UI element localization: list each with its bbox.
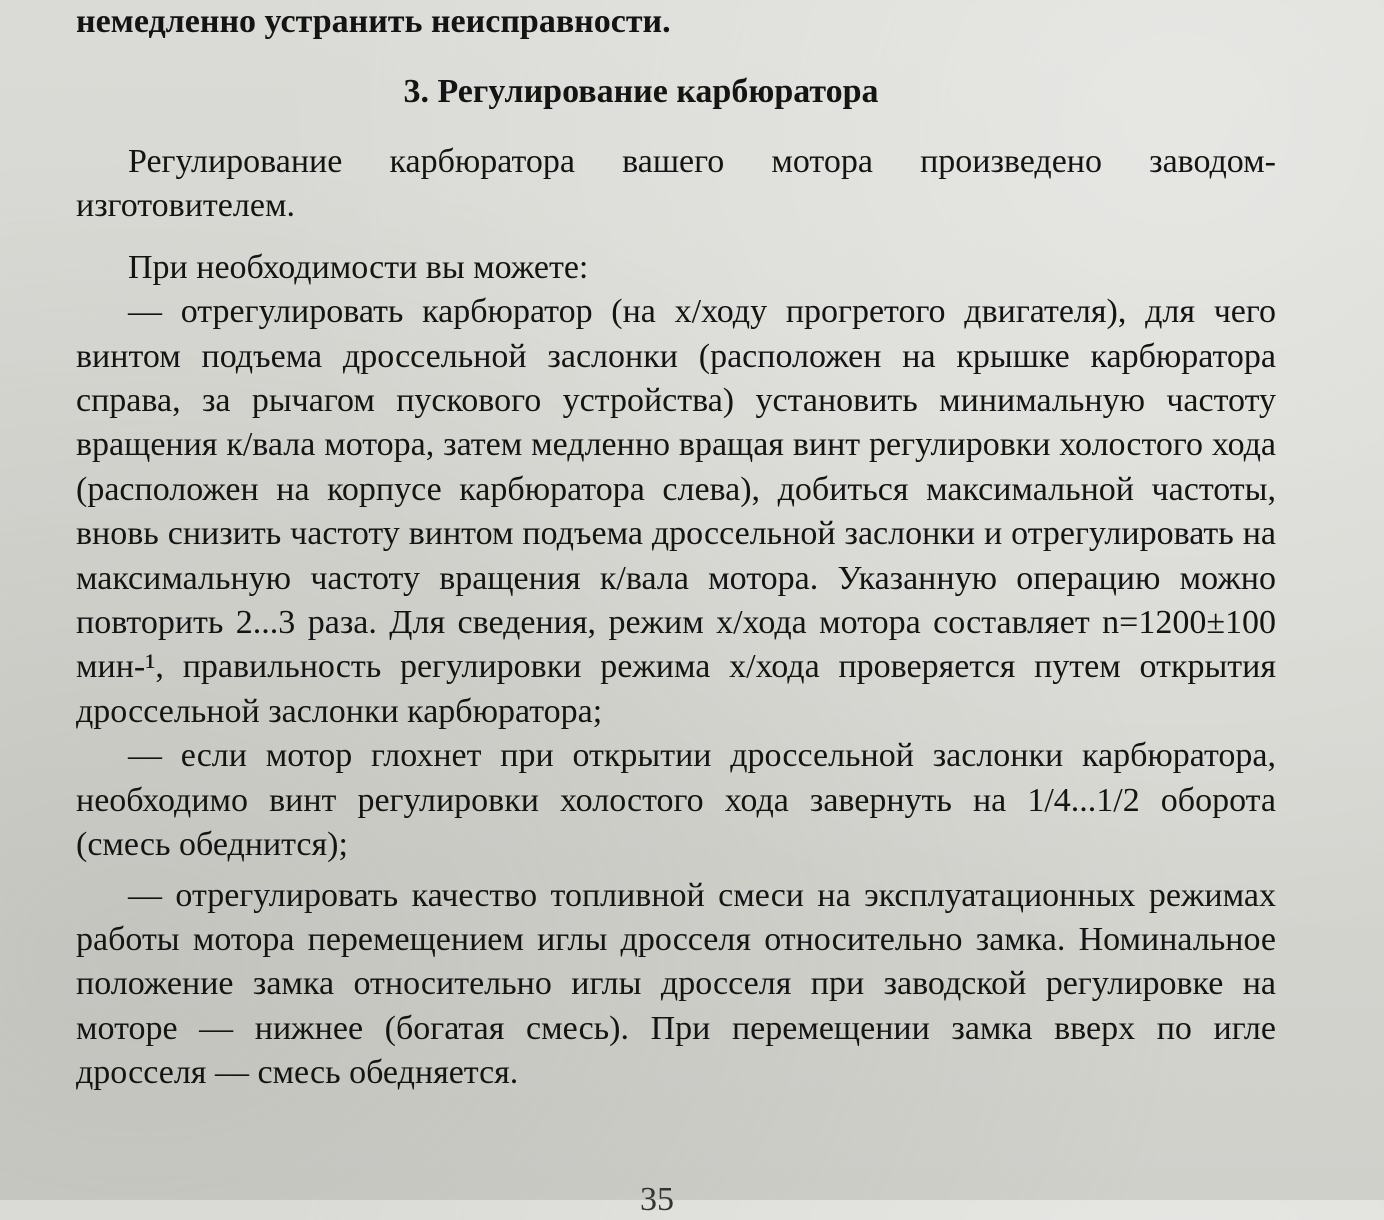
paragraph: — отрегулировать карбюратор (на х/ходу прогретого двигателя), для чего винтом подъема дроссельной заслонки (расположен на крышке карбюратора справа, за рычагом пускового устройства) установить минимальную частоту вращения к/вала мотора, затем медленно вращая винт регулировки холостого хода (расположен на корпусе карбюратора слева), добиться максимальной частоты, вновь снизить частоту винтом подъема дроссельной заслонки и отрегулировать на максимальную частоту вращения к/вала мотора. Указанную операцию можно повторить 2...3 раза. Для сведения, режим х/хода мотора составляет n=1200±100 мин-¹, правильность регулировки режима х/хода проверяется путем открытия дроссельной заслонки карбюратора; <box>76 293 1276 730</box>
section-heading: 3. Регулирование карбюратора <box>403 73 879 110</box>
carryover-line: немедленно устранить неисправности. <box>76 3 671 40</box>
paragraph: — если мотор глохнет при открытии дроссельной заслонки карбюратора, необходимо винт регулировки холостого хода завернуть на 1/4...1/2 оборота (смесь обеднится); <box>76 737 1276 864</box>
page-text-block <box>76 0 1276 1096</box>
paragraph: — отрегулировать качество топливной смеси на эксплуатационных режимах работы мотора перемещением иглы дросселя относительно замка. Номинальное положение замка относительно иглы дросселя при заводской регулировке на моторе — нижнее (богатая смесь). При перемещении замка вверх по игле дросселя — смесь обедняется. <box>76 876 1276 1092</box>
paragraph: При необходимости вы можете: <box>128 248 589 286</box>
page-number: 35 <box>640 1181 674 1218</box>
paragraph: Регулирование карбюратора вашего мотора произведено заводом-изготовителем. <box>76 143 1276 225</box>
